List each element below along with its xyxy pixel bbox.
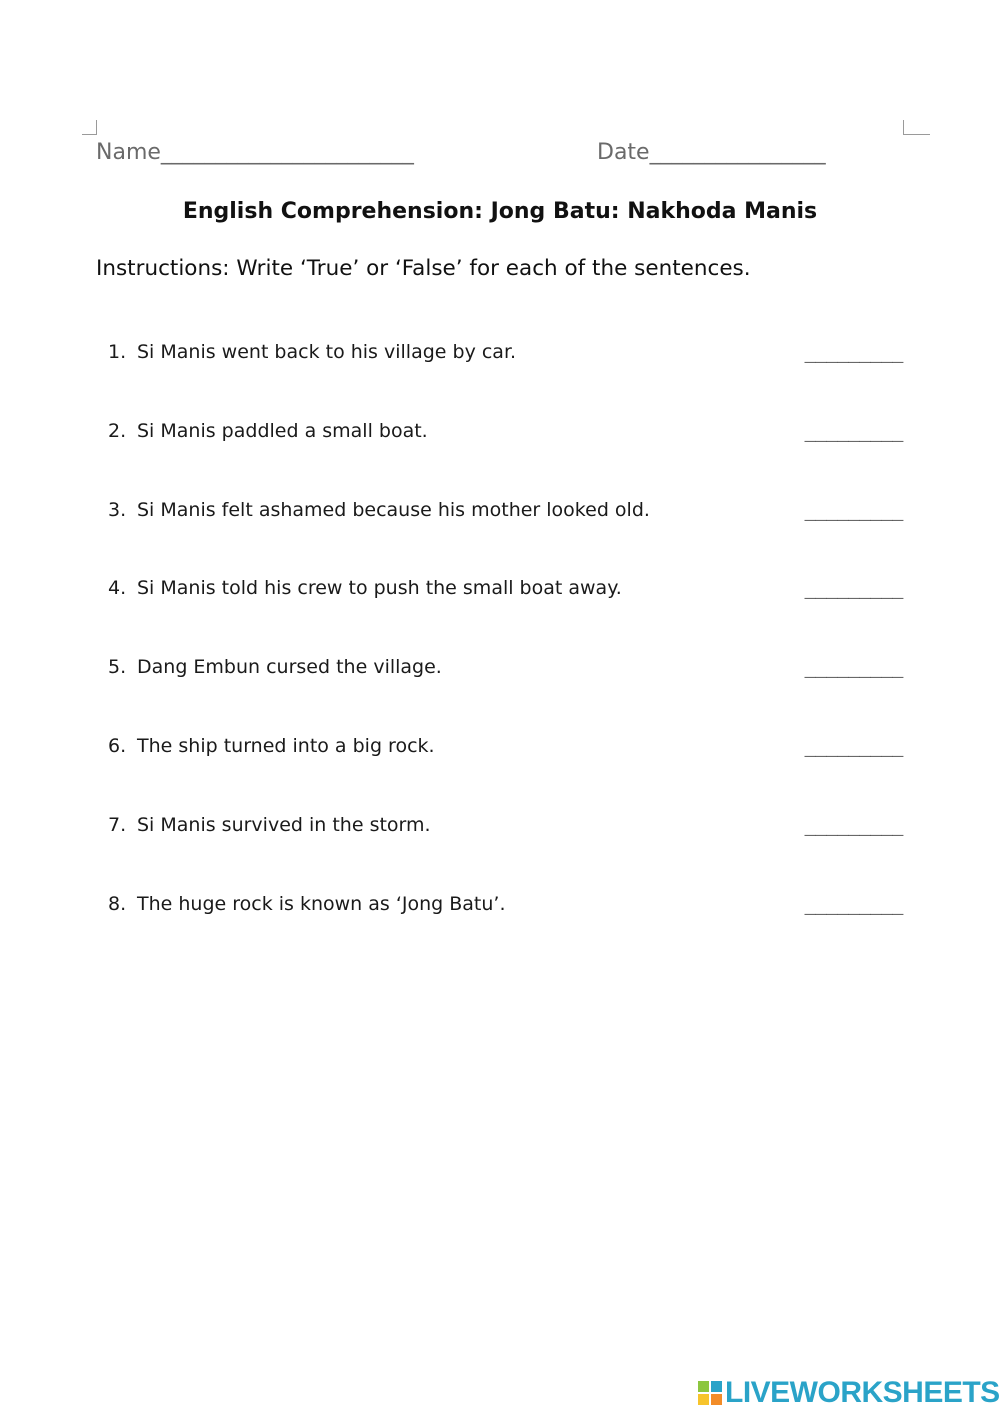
question-item	[108, 577, 903, 656]
question-number: 7.	[108, 813, 127, 836]
page-corner-mark-right	[903, 120, 930, 135]
answer-blank[interactable]: _________	[804, 656, 903, 679]
question-item	[108, 420, 903, 499]
question-text: Si Manis went back to his village by car.	[137, 341, 517, 363]
logo-tile-green	[697, 1380, 710, 1393]
liveworksheets-branding[interactable]	[697, 1376, 1000, 1410]
name-line[interactable]: _______________________	[160, 140, 414, 165]
question-text: Si Manis survived in the storm.	[137, 813, 431, 836]
answer-blank[interactable]: _________	[804, 577, 903, 600]
question-number: 2.	[108, 419, 127, 442]
question-number: 1.	[108, 341, 127, 363]
question-text: The ship turned into a big rock.	[137, 734, 435, 757]
logo-tile-orange	[710, 1393, 723, 1406]
question-text: The huge rock is known as ‘Jong Batu’.	[137, 892, 506, 915]
question-number: 5.	[108, 656, 127, 679]
date-line[interactable]: ________________	[649, 140, 826, 165]
question-number: 3.	[108, 498, 127, 521]
question-number: 4.	[108, 577, 127, 600]
question-text: Si Manis felt ashamed because his mother looked old.	[137, 498, 650, 521]
question-item	[108, 499, 903, 578]
date-field[interactable]	[597, 140, 826, 165]
question-number: 8.	[108, 892, 127, 915]
question-number: 6.	[108, 734, 127, 757]
question-list	[108, 341, 903, 971]
question-text: Si Manis told his crew to push the small boat away.	[137, 577, 622, 600]
question-item	[108, 735, 903, 814]
page-corner-mark-left	[82, 120, 97, 135]
worksheet-title: English Comprehension: Jong Batu: Nakhoda Manis	[182, 199, 818, 224]
question-item	[108, 341, 903, 420]
question-text: Dang Embun cursed the village.	[137, 656, 442, 679]
logo-tile-yellow	[697, 1393, 710, 1406]
name-field[interactable]	[96, 140, 414, 165]
logo-tile-blue	[710, 1380, 723, 1393]
answer-blank[interactable]: _________	[804, 813, 903, 836]
answer-blank[interactable]: _________	[804, 341, 903, 363]
answer-blank[interactable]: _________	[804, 892, 903, 915]
liveworksheets-logo-text: LIVEWORKSHEETS	[725, 1376, 1000, 1409]
instructions: Instructions: Write ‘True’ or ‘False’ for each of the sentences.	[96, 256, 751, 281]
liveworksheets-logo-icon	[697, 1380, 723, 1406]
question-item	[108, 893, 903, 972]
date-label: Date	[597, 140, 650, 165]
question-item	[108, 656, 903, 735]
answer-blank[interactable]: _________	[804, 734, 903, 757]
answer-blank[interactable]: _________	[804, 419, 903, 442]
answer-blank[interactable]: _________	[804, 498, 903, 521]
name-label: Name	[96, 140, 161, 165]
question-item	[108, 814, 903, 893]
question-text: Si Manis paddled a small boat.	[137, 419, 428, 442]
